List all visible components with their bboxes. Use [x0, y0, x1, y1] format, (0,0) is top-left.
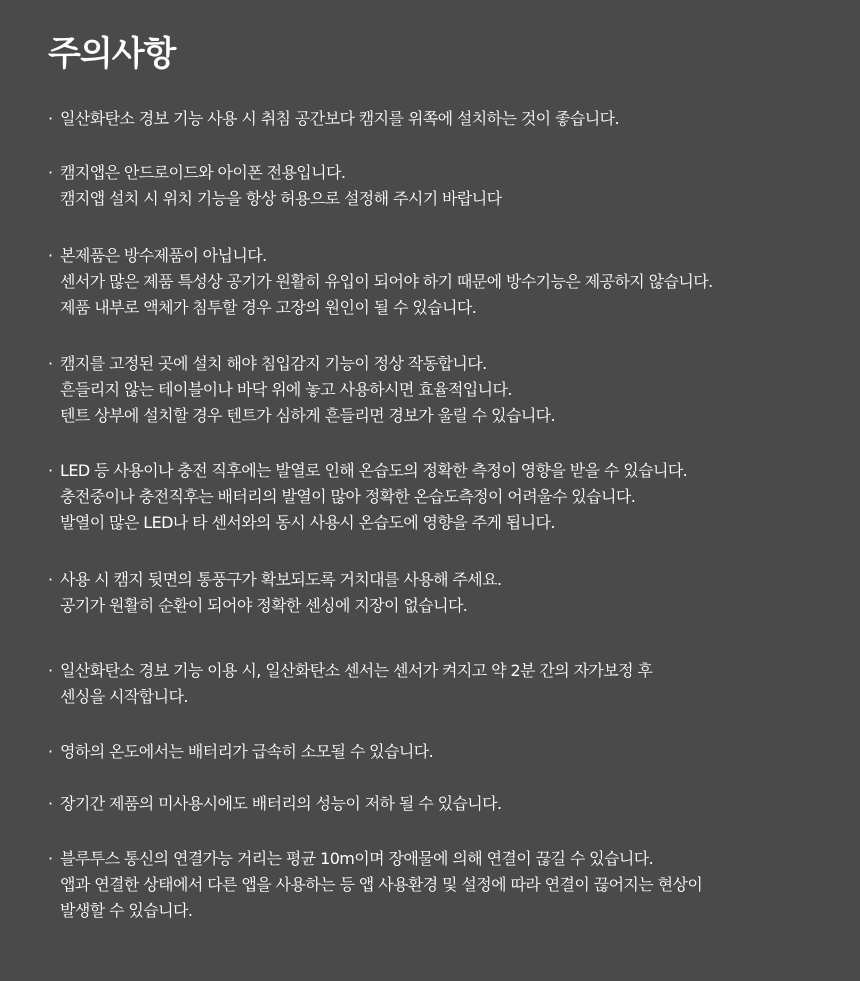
notice-line: · 캠지앱은 안드로이드와 아이폰 전용입니다. — [46, 160, 836, 186]
notice-line: · 본제품은 방수제품이 아닙니다. — [46, 243, 836, 269]
notice-line: · 블루투스 통신의 연결가능 거리는 평균 10m이며 장애물에 의해 연결이 끊길 수 있습니다. — [46, 846, 836, 872]
notice-line: 흔들리지 않는 테이블이나 바닥 위에 놓고 사용하시면 효율적입니다. — [60, 380, 512, 399]
notice-line: 텐트 상부에 설치할 경우 텐트가 심하게 흔들리면 경보가 울릴 수 있습니다. — [60, 406, 556, 425]
notice-item — [46, 567, 836, 619]
page-title: 주의사항 — [48, 34, 176, 74]
notice-item — [46, 791, 836, 817]
notice-line: · 영하의 온도에서는 배터리가 급속히 소모될 수 있습니다. — [46, 739, 836, 765]
notice-line: · 장기간 제품의 미사용시에도 배터리의 성능이 저하 될 수 있습니다. — [46, 791, 836, 817]
notice-line: 발생할 수 있습니다. — [60, 901, 193, 920]
notice-line: 제품 내부로 액체가 침투할 경우 고장의 원인이 될 수 있습니다. — [60, 298, 477, 317]
notice-line: 앱과 연결한 상태에서 다른 앱을 사용하는 등 앱 사용환경 및 설정에 따라 연결이 끊어지는 현상이 — [60, 875, 703, 894]
notice-line: · 일산화탄소 경보 기능 이용 시, 일산화탄소 센서는 센서가 켜지고 약 2분 간의 자가보정 후 — [46, 658, 836, 684]
notice-line: 캠지앱 설치 시 위치 기능을 항상 허용으로 설정해 주시기 바랍니다 — [60, 189, 502, 208]
notice-item — [46, 846, 836, 924]
notice-item — [46, 160, 836, 212]
notice-item — [46, 658, 836, 710]
notice-item — [46, 243, 836, 321]
notice-line: · 사용 시 캠지 뒷면의 통풍구가 확보되도록 거치대를 사용해 주세요. — [46, 567, 836, 593]
notice-item — [46, 106, 836, 132]
notice-item — [46, 739, 836, 765]
notice-item — [46, 458, 836, 536]
notice-item — [46, 351, 836, 429]
notice-line: 센싱을 시작합니다. — [60, 687, 188, 706]
notice-line: 공기가 원활히 순환이 되어야 정확한 센싱에 지장이 없습니다. — [60, 596, 468, 615]
notice-line: 센서가 많은 제품 특성상 공기가 원활히 유입이 되어야 하기 때문에 방수기능은 제공하지 않습니다. — [60, 272, 713, 291]
notice-line: · LED 등 사용이나 충전 직후에는 발열로 인해 온습도의 정확한 측정이 영향을 받을 수 있습니다. — [46, 458, 836, 484]
notice-line: · 캠지를 고정된 곳에 설치 해야 침입감지 기능이 정상 작동합니다. — [46, 351, 836, 377]
notice-line: 발열이 많은 LED나 타 센서와의 동시 사용시 온습도에 영향을 주게 됩니다. — [60, 513, 555, 532]
notice-line: · 일산화탄소 경보 기능 사용 시 취침 공간보다 캠지를 위쪽에 설치하는 것이 좋습니다. — [46, 106, 836, 132]
notice-line: 충전중이나 충전직후는 배터리의 발열이 많아 정확한 온습도측정이 어려울수 있습니다. — [60, 487, 636, 506]
